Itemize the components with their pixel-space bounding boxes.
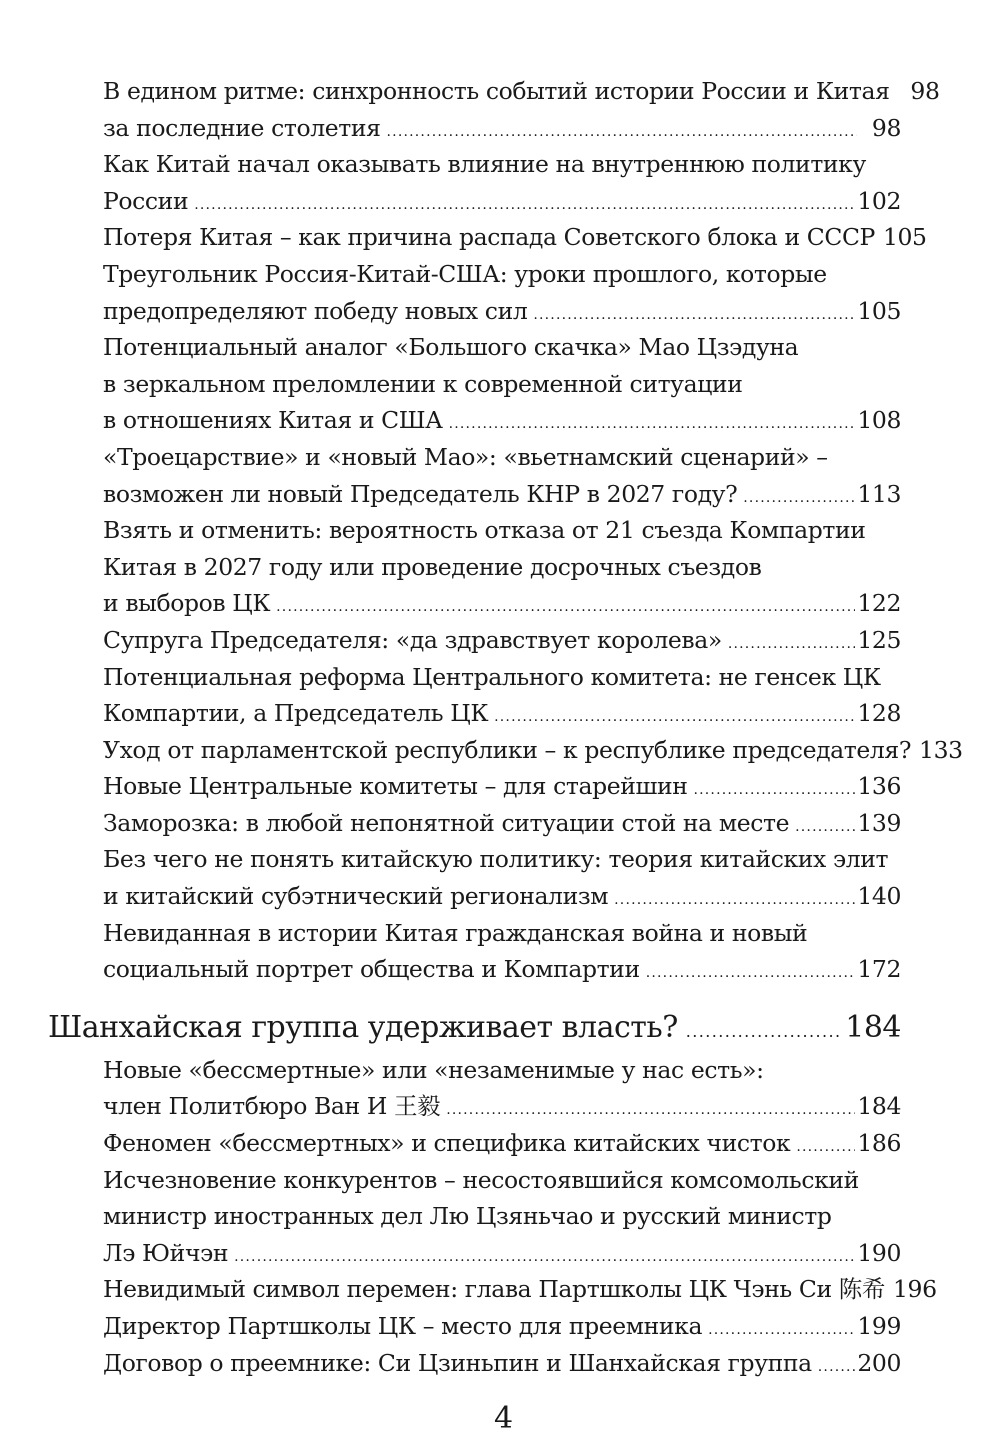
toc-entry[interactable] <box>103 659 901 732</box>
toc-entry-title: и выборов ЦК <box>103 589 271 618</box>
toc-page-number: 186 <box>857 1129 901 1158</box>
toc-entry-line <box>103 256 901 293</box>
toc-entry[interactable] <box>103 110 901 147</box>
toc-entry-line <box>103 1198 901 1235</box>
toc-entry[interactable] <box>103 1345 901 1382</box>
toc-entry[interactable] <box>103 1271 937 1308</box>
toc-entry-title: Супруга Председателя: «да здравствует королева» <box>103 625 722 654</box>
toc-entry-title: Потенциальная реформа Центрального комитета: не генсек ЦК <box>103 662 881 691</box>
toc-entry-line <box>103 1235 901 1272</box>
toc-page-number: 108 <box>857 406 901 435</box>
toc-page-number: 139 <box>857 808 901 837</box>
toc-entry[interactable] <box>103 1052 901 1125</box>
toc-page-number: 196 <box>893 1275 937 1304</box>
toc-entry[interactable] <box>103 219 927 256</box>
toc-entry-title: Невидимый символ перемен: глава Партшколы ЦК Чэнь Си 陈希 <box>103 1275 885 1304</box>
table-of-contents <box>48 73 963 1381</box>
toc-entry-title: Потеря Китая – как причина распада Советского блока и СССР <box>103 223 875 252</box>
toc-entry-line <box>103 549 901 586</box>
dot-leader <box>194 187 855 224</box>
dot-leader <box>708 1312 855 1349</box>
toc-entry[interactable] <box>103 915 901 988</box>
page-folio: 4 <box>493 1401 514 1436</box>
toc-entry-line <box>103 1052 901 1089</box>
toc-entry-line <box>103 366 901 403</box>
toc-entry-line <box>103 732 963 769</box>
toc-entry-title: за последние столетия <box>103 113 381 142</box>
toc-entry-line <box>103 841 901 878</box>
section-page-number: 184 <box>845 1009 901 1045</box>
toc-entry-line <box>103 622 901 659</box>
toc-entry[interactable] <box>103 512 901 622</box>
section-title: Шанхайская группа удерживает власть? <box>48 1009 678 1045</box>
toc-entry-line <box>103 146 901 183</box>
toc-entry-title: член Политбюро Ван И 王毅 <box>103 1092 441 1121</box>
dot-leader <box>494 699 855 736</box>
toc-entry-title: Взять и отменить: вероятность отказа от 21 съезда Компартии <box>103 516 866 545</box>
toc-page-number: 199 <box>857 1312 901 1340</box>
toc-entry-line <box>103 695 901 732</box>
toc-entry-title: в зеркальном преломлении к современной ситуации <box>103 369 743 398</box>
toc-entry-line <box>103 439 901 476</box>
dot-leader <box>728 626 856 663</box>
toc-entry-line <box>103 951 901 988</box>
dot-leader <box>446 1092 855 1129</box>
toc-entry-line <box>103 805 901 842</box>
toc-entry-line <box>103 476 901 513</box>
dot-leader <box>276 589 855 626</box>
toc-entry[interactable] <box>103 768 901 805</box>
toc-page-number: 172 <box>857 955 901 984</box>
toc-entry[interactable] <box>103 1125 901 1162</box>
toc-entry-title: и китайский субэтнический регионализм <box>103 882 609 911</box>
dot-leader <box>646 955 856 992</box>
toc-entry-line <box>103 183 901 220</box>
toc-entry-title: Заморозка: в любой непонятной ситуации стой на месте <box>103 808 790 837</box>
toc-page-number: 133 <box>919 735 963 764</box>
toc-entry-line <box>103 219 927 256</box>
toc-entry-title: В едином ритме: синхронность событий истории России и Китая <box>103 77 890 105</box>
toc-entry-line <box>103 659 901 696</box>
toc-entry-title: Потенциальный аналог «Большого скачка» Мао Цзэдуна <box>103 333 799 362</box>
toc-entry-line <box>103 329 901 366</box>
toc-entry[interactable] <box>103 841 901 914</box>
dot-leader <box>818 1349 856 1386</box>
toc-page-number: 113 <box>857 479 901 508</box>
toc-entry-title: «Троецарствие» и «новый Мао»: «вьетнамский сценарий» – <box>103 442 828 471</box>
toc-entry[interactable] <box>103 329 901 439</box>
toc-entry-line <box>103 768 901 805</box>
toc-entry[interactable] <box>103 439 901 512</box>
toc-entry[interactable] <box>103 805 901 842</box>
toc-entry-title: социальный портрет общества и Компартии <box>103 955 640 984</box>
toc-entry-line <box>103 1125 901 1162</box>
toc-page-number: 200 <box>857 1348 901 1377</box>
toc-entry[interactable] <box>103 1162 901 1272</box>
toc-page-number: 98 <box>871 113 901 142</box>
toc-entries <box>48 73 963 988</box>
toc-entry[interactable] <box>103 73 940 110</box>
toc-page-number: 184 <box>857 1092 901 1121</box>
toc-page-number: 102 <box>857 186 901 215</box>
toc-entry[interactable] <box>103 732 963 769</box>
toc-entry-title: Феномен «бессмертных» и специфика китайских чисток <box>103 1129 791 1158</box>
toc-entry[interactable] <box>103 256 901 329</box>
dot-leader <box>796 1129 855 1166</box>
dot-leader <box>533 297 855 334</box>
toc-entry[interactable] <box>103 1308 901 1345</box>
dot-leader <box>387 114 857 151</box>
toc-page-number: 105 <box>882 223 927 252</box>
toc-page-number: 98 <box>910 77 940 105</box>
toc-entry-line <box>103 402 901 439</box>
toc-entry-line <box>103 1308 901 1345</box>
toc-entry-title: министр иностранных дел Лю Цзяньчао и русский министр <box>103 1202 832 1231</box>
toc-entry[interactable] <box>103 622 901 659</box>
toc-entry-title: Лэ Юйчэн <box>103 1238 229 1267</box>
dot-leader <box>795 809 855 846</box>
toc-entry-title: Треугольник Россия-Китай-США: уроки прошлого, которые <box>103 259 827 288</box>
toc-entry-title: Новые Центральные комитеты – для старейшин <box>103 772 688 801</box>
toc-entry-title: России <box>103 186 189 215</box>
toc-entry-title: в отношениях Китая и США <box>103 406 443 435</box>
toc-entry-title: Уход от парламентской республики – к республике председателя? <box>103 735 912 764</box>
toc-entry-title: Исчезновение конкурентов – несостоявшийся комсомольский <box>103 1165 859 1194</box>
toc-entry-title: Невиданная в истории Китая гражданская война и новый <box>103 918 808 947</box>
dot-leader <box>234 1239 855 1276</box>
toc-entry-line <box>103 73 940 110</box>
section-toc-entries <box>48 1052 937 1381</box>
toc-entry-title: Договор о преемнике: Си Цзиньпин и Шанхайская группа <box>103 1348 812 1377</box>
toc-page-number: 128 <box>857 699 901 728</box>
dot-leader <box>686 1012 843 1052</box>
toc-entry-line <box>103 293 901 330</box>
toc-entry-title: Директор Партшколы ЦК – место для преемника <box>103 1312 703 1340</box>
toc-entry-line <box>103 1088 901 1125</box>
toc-page-number: 105 <box>857 296 901 325</box>
toc-entry-line <box>103 915 901 952</box>
toc-page-number: 190 <box>857 1238 901 1267</box>
toc-entry[interactable] <box>103 146 901 219</box>
toc-page-number: 125 <box>857 625 901 654</box>
toc-page-number: 122 <box>857 589 901 618</box>
dot-leader <box>449 406 856 443</box>
dot-leader <box>743 480 855 517</box>
dot-leader <box>614 882 855 919</box>
toc-entry-line <box>103 1345 901 1382</box>
dot-leader <box>693 772 855 809</box>
toc-entry-line <box>103 110 901 147</box>
toc-page-number: 140 <box>857 882 901 911</box>
toc-entry-title: предопределяют победу новых сил <box>103 296 528 325</box>
toc-entry-title: Компартии, а Председатель ЦК <box>103 699 489 728</box>
toc-entry-title: Как Китай начал оказывать влияние на внутреннюю политику <box>103 150 866 179</box>
toc-entry-title: возможен ли новый Председатель КНР в 2027 году? <box>103 479 738 508</box>
toc-entry-title: Новые «бессмертные» или «незаменимые у нас есть»: <box>103 1055 764 1084</box>
toc-entry-line <box>103 878 901 915</box>
toc-entry-line <box>103 512 901 549</box>
toc-entry-line <box>103 1162 901 1199</box>
toc-entry-title: Китая в 2027 году или проведение досрочных съездов <box>103 552 762 581</box>
toc-entry-line <box>103 1271 937 1308</box>
toc-entry-line <box>103 585 901 622</box>
toc-entry-title: Без чего не понять китайскую политику: теория китайских элит <box>103 845 889 874</box>
section-heading[interactable] <box>48 1008 901 1048</box>
toc-page-number: 136 <box>857 772 901 801</box>
